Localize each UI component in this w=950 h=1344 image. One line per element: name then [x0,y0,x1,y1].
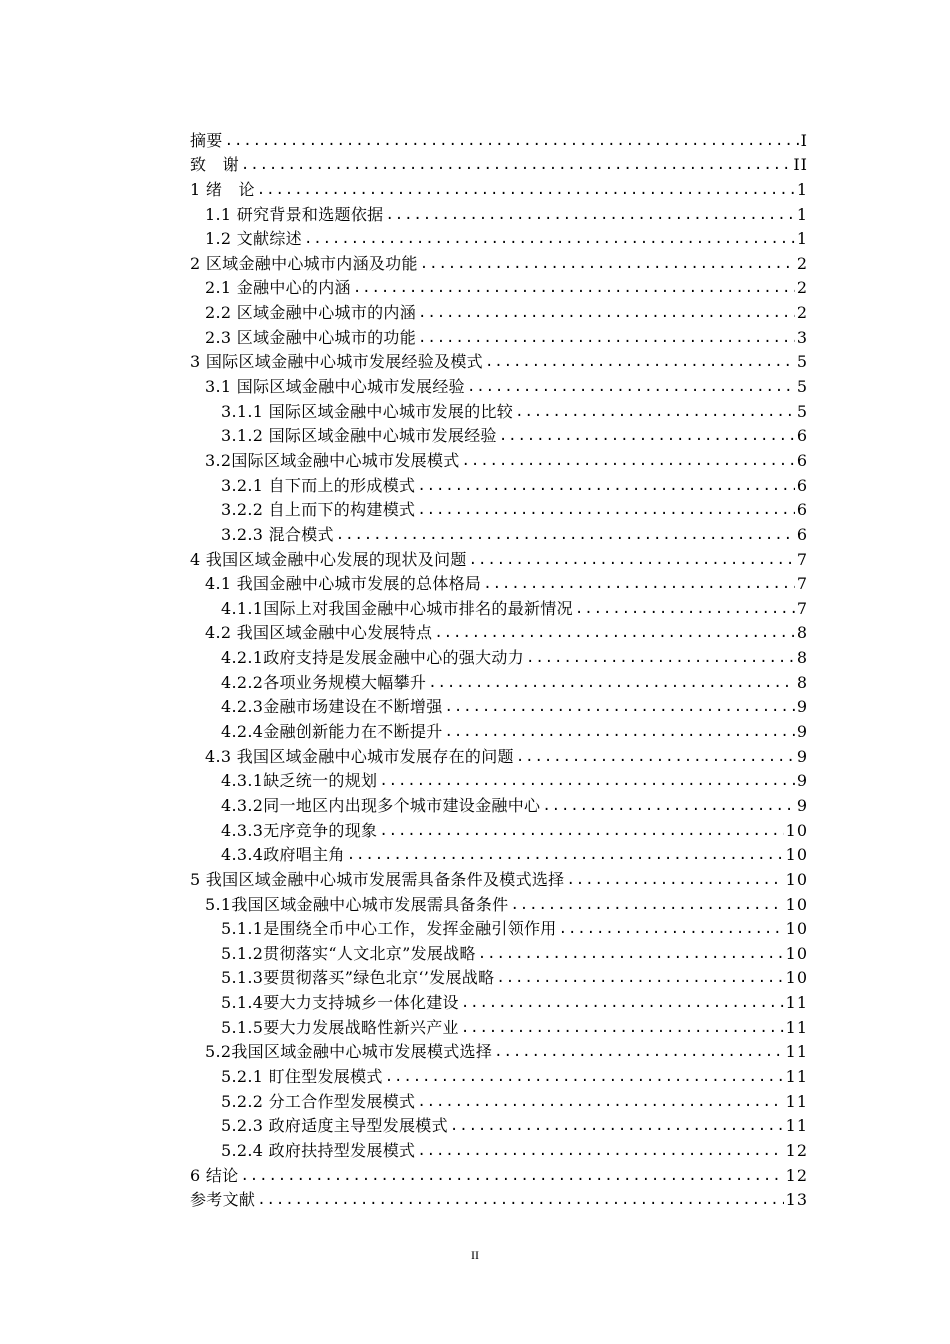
toc-entry-title: 4.2.2各项业务规模大幅攀升 [221,672,427,692]
toc-entry[interactable] [190,1186,808,1211]
toc-entry[interactable] [190,298,808,323]
toc-entry[interactable] [190,372,808,397]
toc-entry-page: 10 [785,894,808,914]
toc-entry-title: 4.2 我国区域金融中心发展特点 [205,623,433,643]
toc-entry-title: 4.3 我国区域金融中心城市发展存在的问题 [205,746,514,766]
toc-entry-page: 2 [796,253,808,273]
toc-leader-dots [418,303,795,323]
toc-entry-page: 12 [785,1165,808,1185]
toc-entry-page: 1 [796,179,808,199]
toc-leader-dots [428,673,795,693]
toc-entry-title: 5.1.4要大力支持城乡一体化建设 [221,993,459,1013]
toc-entry-page: 1 [796,229,808,249]
toc-entry-title: 5.2.3 政府适度主导型发展模式 [221,1116,448,1136]
toc-entry-title: 5.1.5要大力发展战略性新兴产业 [221,1017,459,1037]
toc-leader-dots [347,845,784,865]
toc-entry-title: 3.1.1 国际区域金融中心城市发展的比较 [221,401,514,421]
toc-entry[interactable] [190,915,808,940]
toc-leader-dots [336,525,795,545]
toc-entry-title: 3.2.2 自上而下的构建模式 [221,500,416,520]
toc-entry-title: 5 我国区域金融中心城市发展需具备条件及模式选择 [190,869,565,889]
toc-entry-page: 3 [796,327,808,347]
toc-leader-dots [510,895,783,915]
toc-entry[interactable] [190,964,808,989]
toc-entry-page: 13 [785,1190,808,1210]
toc-leader-dots [566,870,783,890]
toc-leader-dots [434,623,794,643]
toc-entry-page: 1 [796,204,808,224]
toc-leader-dots [240,1166,783,1186]
toc-entry-title: 3.1 国际区域金融中心城市发展经验 [205,377,465,397]
toc-entry-title: 1.2 文献综述 [205,229,302,249]
toc-entry[interactable] [190,619,808,644]
toc-entry[interactable] [190,988,808,1013]
toc-entry-page: 9 [796,722,808,742]
toc-entry[interactable] [190,594,808,619]
toc-entry-title: 2 区域金融中心城市内涵及功能 [190,253,418,273]
toc-entry-title: 参考文献 [190,1190,256,1210]
toc-entry[interactable] [190,446,808,471]
toc-entry-page: 10 [785,943,808,963]
toc-entry[interactable] [190,348,808,373]
toc-entry-title: 4.1 我国金融中心城市发展的总体格局 [205,574,482,594]
toc-leader-dots [257,1190,783,1210]
toc-entry[interactable] [190,717,808,742]
toc-entry-page: 11 [785,1042,808,1062]
toc-entry-page: 6 [796,426,808,446]
toc-entry[interactable] [190,1038,808,1063]
toc-entry-page: 10 [785,820,808,840]
toc-entry-page: 6 [796,500,808,520]
toc-entry[interactable] [190,496,808,521]
toc-entry-title: 3.2.1 自下而上的形成模式 [221,475,416,495]
toc-leader-dots [379,821,783,841]
toc-entry-title: 4.3.4政府唱主角 [221,845,345,865]
toc-entry[interactable] [190,200,808,225]
toc-leader-dots [241,155,791,175]
toc-entry-title: 5.1.1是围绕全币中心工作，发挥金融引领作用 [221,919,557,939]
toc-entry[interactable] [190,1062,808,1087]
toc-entry-title: 4.3.3无序竞争的现象 [221,820,378,840]
toc-entry-page: 11 [785,1017,808,1037]
toc-leader-dots [462,451,795,471]
toc-leader-dots [515,402,795,422]
toc-entry-title: 2.1 金融中心的内涵 [205,278,351,298]
toc-entry-page: 11 [785,1091,808,1111]
toc-entry-title: 5.1.3要贯彻落买”绿色北京‘’发展战略 [221,968,495,988]
toc-leader-dots [469,550,795,570]
toc-entry-page: 7 [796,574,808,594]
toc-entry[interactable] [190,1013,808,1038]
toc-entry-page: 6 [796,524,808,544]
toc-entry[interactable] [190,225,808,250]
toc-entry-page: 11 [785,993,808,1013]
toc-entry-title: 4.3.2同一地区内出现多个城市建设金融中心 [221,795,541,815]
toc-entry-page: 9 [796,746,808,766]
toc-entry[interactable] [190,841,808,866]
toc-leader-dots [417,1141,783,1161]
toc-entry-page: 10 [785,869,808,889]
toc-entry-page: I [800,130,808,150]
toc-entry-title: 6 结论 [190,1165,239,1185]
toc-entry[interactable] [190,1161,808,1186]
table-of-contents [190,126,808,1210]
toc-leader-dots [516,747,795,767]
toc-leader-dots [385,205,794,225]
toc-leader-dots [478,944,784,964]
toc-entry-title: 摘要 [190,130,223,150]
toc-entry[interactable] [190,1112,808,1137]
toc-entry[interactable] [190,693,808,718]
toc-leader-dots [420,254,795,274]
toc-entry-title: 5.2.2 分工合作型发展模式 [221,1091,416,1111]
toc-leader-dots [417,500,795,520]
toc-entry-title: 4.3.1缺乏统一的规划 [221,771,378,791]
toc-entry-title: 4.1.1国际上对我国金融中心城市排名的最新情况 [221,598,573,618]
toc-entry[interactable] [190,249,808,274]
toc-entry[interactable] [190,1087,808,1112]
toc-entry-title: 2.2 区域金融中心城市的内涵 [205,303,417,323]
toc-entry-page: 6 [796,475,808,495]
toc-entry[interactable] [190,151,808,176]
toc-entry-page: 12 [785,1140,808,1160]
toc-leader-dots [461,993,784,1013]
toc-entry-page: 2 [796,278,808,298]
toc-entry[interactable] [190,668,808,693]
toc-leader-dots [304,229,795,249]
toc-leader-dots [445,722,795,742]
toc-leader-dots [417,1092,783,1112]
toc-entry-title: 5.2.1 盯住型发展模式 [221,1066,383,1086]
toc-entry-page: 11 [785,1066,808,1086]
toc-entry[interactable] [190,816,808,841]
toc-entry-page: 8 [796,672,808,692]
toc-entry[interactable] [190,274,808,299]
toc-leader-dots [483,574,795,594]
toc-entry-page: 11 [785,1116,808,1136]
toc-leader-dots [418,328,795,348]
toc-entry[interactable] [190,1136,808,1161]
toc-leader-dots [225,131,799,151]
toc-leader-dots [467,377,795,397]
toc-leader-dots [485,352,795,372]
toc-leader-dots [385,1067,784,1087]
toc-entry-page: 8 [796,648,808,668]
toc-leader-dots [353,278,795,298]
toc-leader-dots [461,1018,784,1038]
toc-entry-page: II [793,155,808,175]
toc-entry[interactable] [190,643,808,668]
toc-entry-title: 致 谢 [190,155,239,175]
toc-entry-title: 4.2.3金融市场建设在不断增强 [221,697,443,717]
toc-entry-title: 5.1我国区域金融中心城市发展需具备条件 [205,894,509,914]
toc-leader-dots [526,648,795,668]
toc-entry-page: 9 [796,795,808,815]
toc-entry-page: 9 [796,697,808,717]
toc-entry-page: 8 [796,623,808,643]
toc-entry-page: 7 [796,598,808,618]
toc-entry[interactable] [190,126,808,151]
toc-entry[interactable] [190,545,808,570]
toc-entry-title: 3.1.2 国际区域金融中心城市发展经验 [221,426,497,446]
toc-leader-dots [499,426,795,446]
toc-entry[interactable] [190,471,808,496]
toc-entry-title: 4.2.4金融创新能力在不断提升 [221,722,443,742]
toc-entry[interactable] [190,791,808,816]
toc-leader-dots [496,968,783,988]
toc-entry-page: 10 [785,845,808,865]
toc-entry-page: 10 [785,968,808,988]
toc-entry-title: 5.2我国区域金融中心城市发展模式选择 [205,1042,493,1062]
toc-entry[interactable] [190,890,808,915]
toc-entry-page: 5 [796,377,808,397]
toc-entry[interactable] [190,175,808,200]
toc-entry-page: 10 [785,919,808,939]
toc-entry-page: 9 [796,771,808,791]
toc-leader-dots [445,697,795,717]
toc-entry-page: 6 [796,450,808,470]
toc-leader-dots [257,180,795,200]
toc-entry[interactable] [190,767,808,792]
toc-leader-dots [494,1042,783,1062]
toc-leader-dots [575,599,795,619]
toc-entry-page: 5 [796,352,808,372]
toc-entry-title: 3 国际区域金融中心城市发展经验及模式 [190,352,483,372]
toc-leader-dots [542,796,795,816]
toc-entry[interactable] [190,422,808,447]
toc-entry-title: 2.3 区域金融中心城市的功能 [205,327,417,347]
toc-leader-dots [379,771,795,791]
toc-entry-title: 4.2.1政府支持是发展金融中心的强大动力 [221,648,525,668]
toc-entry[interactable] [190,865,808,890]
toc-entry-page: 5 [796,401,808,421]
toc-entry-title: 5.1.2贯彻落实“人文北京”发展战略 [221,943,476,963]
toc-entry[interactable] [190,939,808,964]
toc-entry-page: 2 [796,303,808,323]
toc-leader-dots [450,1116,784,1136]
toc-entry-title: 5.2.4 政府扶持型发展模式 [221,1140,416,1160]
toc-entry-title: 1.1 研究背景和选题依据 [205,204,384,224]
toc-entry-title: 3.2.3 混合模式 [221,524,334,544]
toc-leader-dots [417,476,795,496]
toc-entry-title: 3.2国际区域金融中心城市发展模式 [205,450,460,470]
toc-entry[interactable] [190,570,808,595]
toc-entry[interactable] [190,323,808,348]
toc-entry[interactable] [190,742,808,767]
toc-entry[interactable] [190,520,808,545]
toc-entry-title: 1 绪 论 [190,179,255,199]
toc-entry-title: 4 我国区域金融中心发展的现状及问题 [190,549,467,569]
toc-entry[interactable] [190,397,808,422]
page-number: II [471,1248,479,1262]
toc-entry-page: 7 [796,549,808,569]
toc-leader-dots [559,919,784,939]
